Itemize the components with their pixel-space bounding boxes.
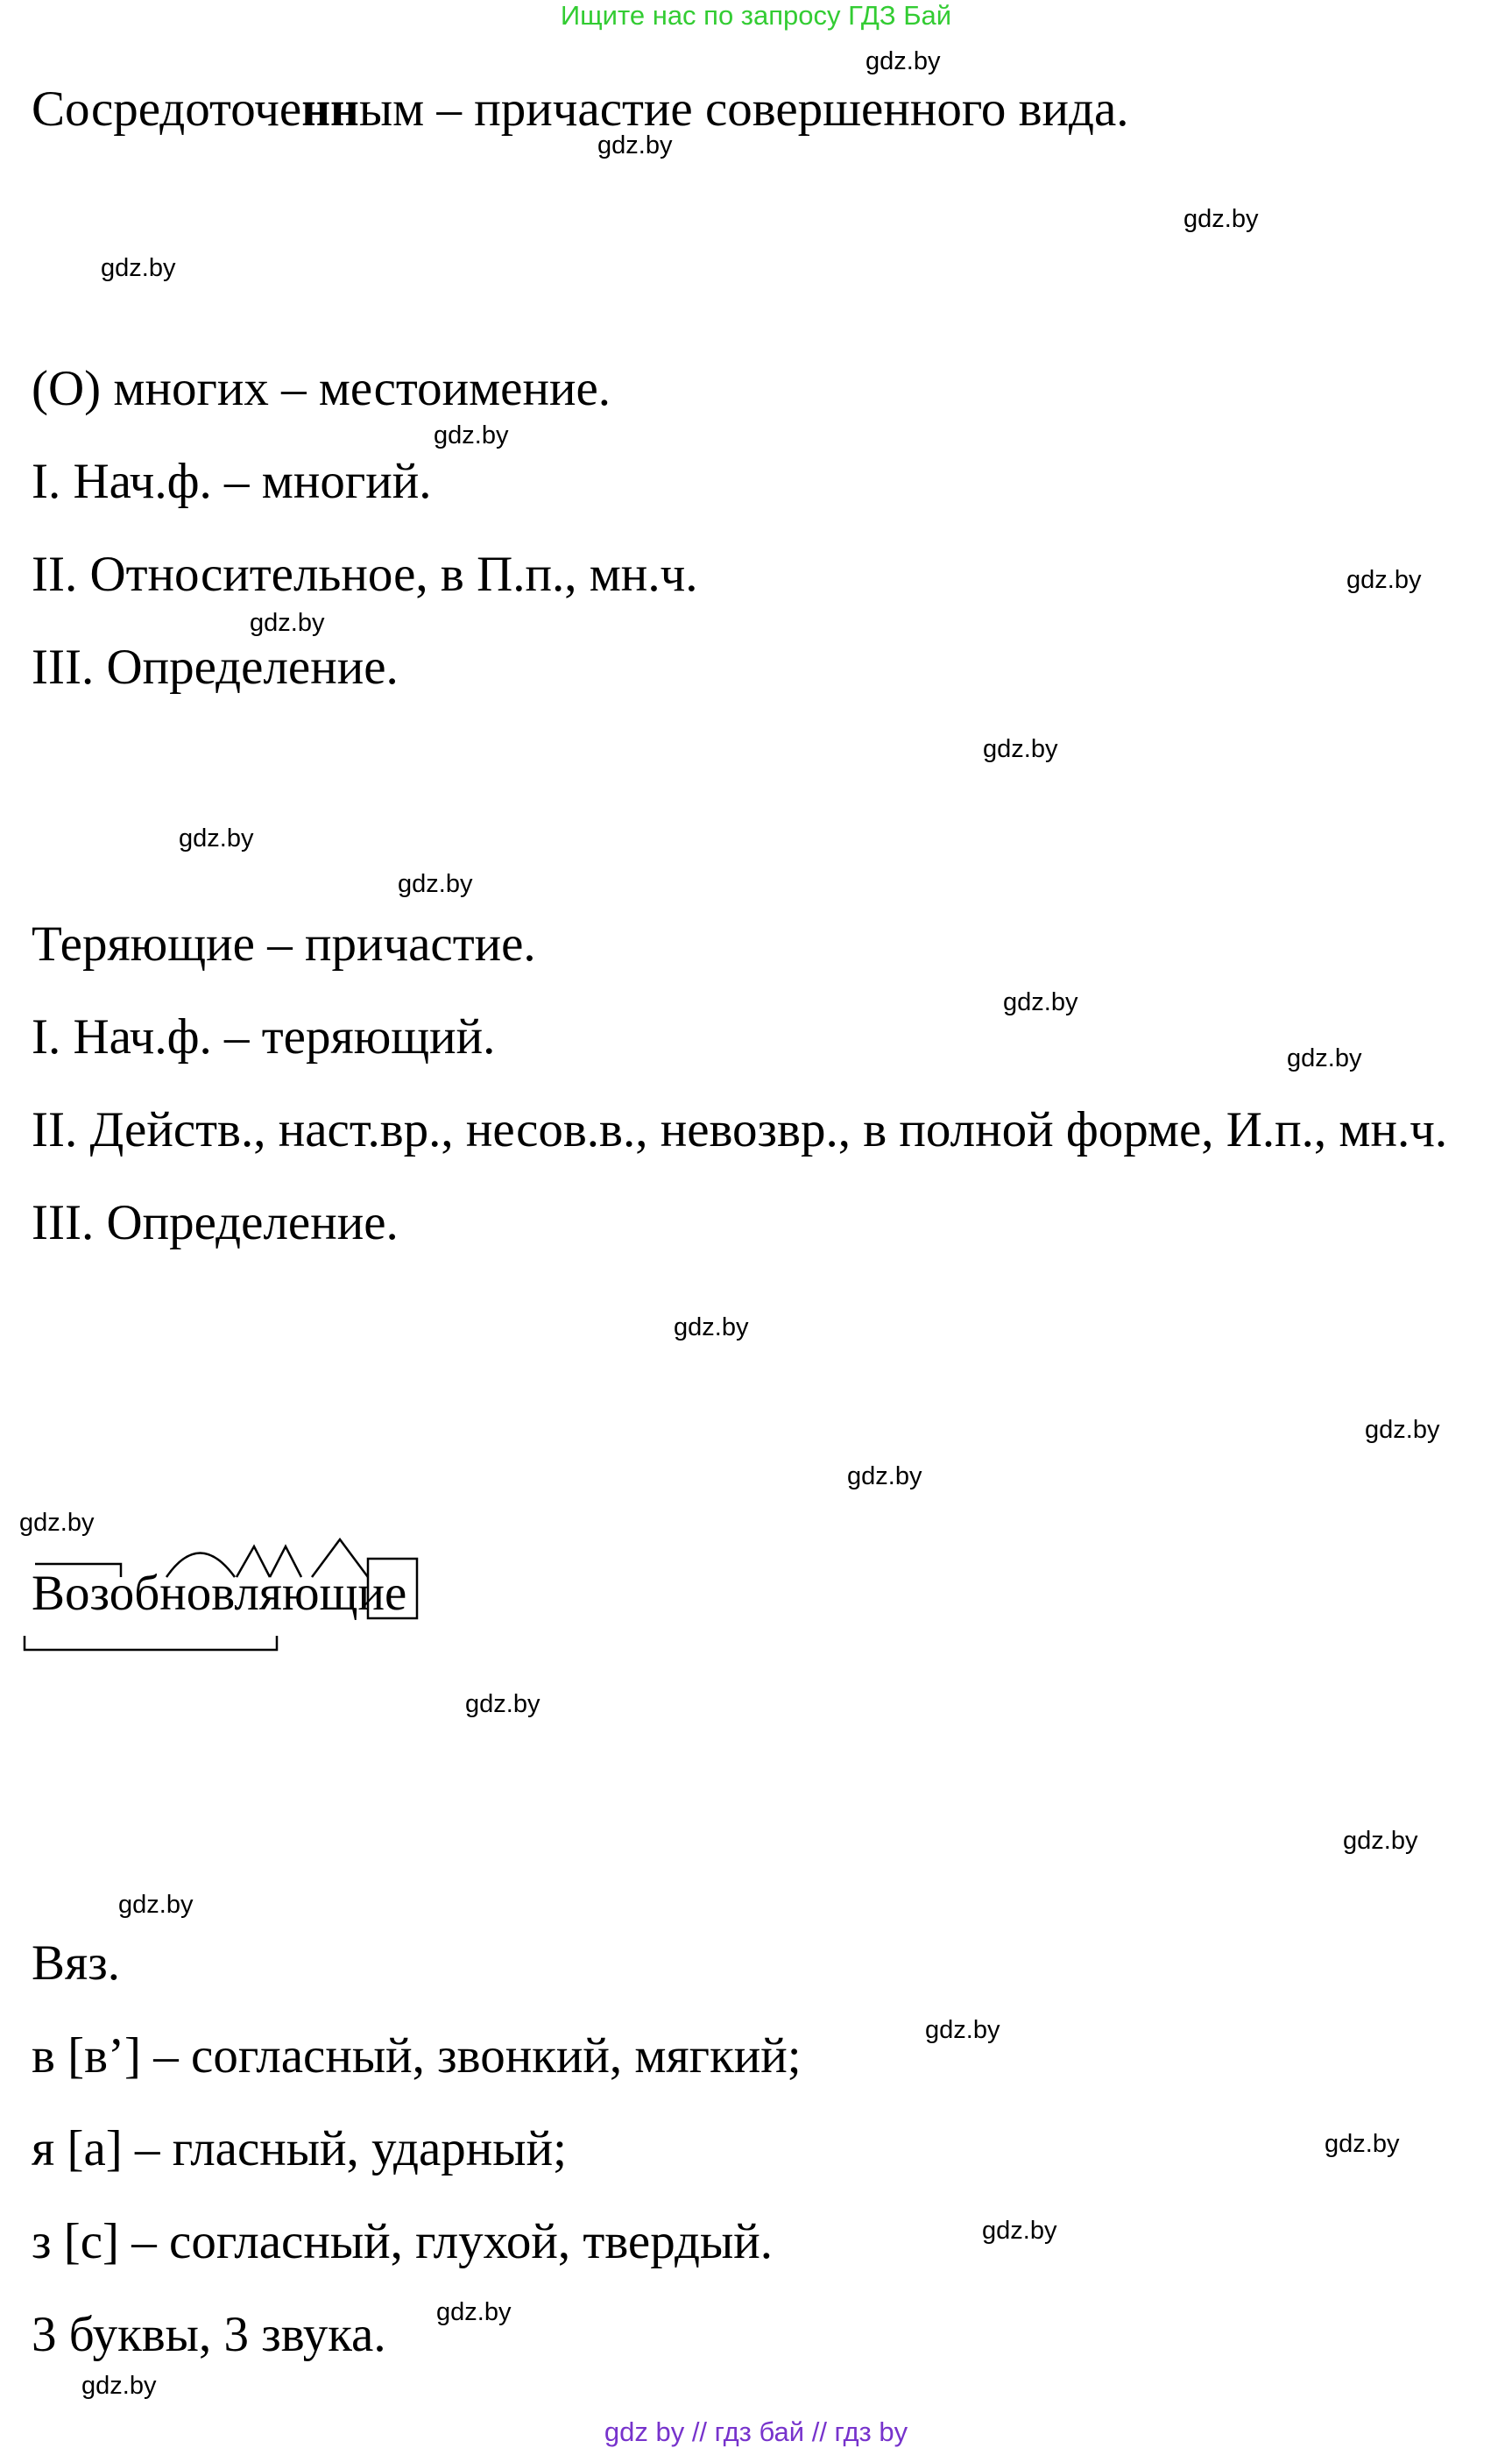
vyaz-item: в [в’] – согласный, звонкий, мягкий; [32, 2028, 802, 2084]
teryayushchie-item: I. Нач.ф. – теряющий. [32, 1009, 496, 1065]
morphemic-ending: е [385, 1566, 407, 1621]
watermark: gdz.by [19, 1509, 95, 1537]
watermark: gdz.by [982, 2217, 1057, 2245]
mnogikh-item: II. Относительное, в П.п., мн.ч. [32, 547, 698, 602]
watermark: gdz.by [118, 1891, 194, 1919]
top-banner: Ищите нас по запросу ГДЗ Бай [560, 0, 952, 31]
watermark: gdz.by [101, 254, 176, 282]
mnogikh-title: (О) многих – местоимение. [32, 361, 611, 416]
teryayushchie-title: Теряющие – причастие. [32, 916, 536, 972]
ending-box [368, 1559, 417, 1618]
vyaz-item: з [с] – согласный, глухой, твердый. [32, 2214, 774, 2269]
watermark: gdz.by [1365, 1416, 1440, 1444]
watermark: gdz.by [983, 735, 1058, 763]
watermark: gdz.by [1325, 2130, 1400, 2158]
watermark: gdz.by [1003, 988, 1078, 1016]
morphemic-diagram [18, 1538, 438, 1660]
watermark: gdz.by [674, 1313, 749, 1341]
teryayushchie-item: III. Определение. [32, 1195, 399, 1250]
vyaz-title: Вяз. [32, 1935, 121, 1991]
participle-statement [32, 81, 1129, 137]
watermark: gdz.by [1343, 1827, 1418, 1855]
mnogikh-item: III. Определение. [32, 640, 399, 695]
suffix-mark [270, 1546, 301, 1577]
suffix-mark [237, 1546, 270, 1577]
watermark: gdz.by [1183, 205, 1259, 233]
watermark: gdz.by [398, 870, 473, 898]
suffix-mark [312, 1539, 368, 1577]
mnogikh-item: I. Нач.ф. – многий. [32, 454, 432, 509]
watermark: gdz.by [925, 2016, 1000, 2044]
vyaz-item: 3 буквы, 3 звука. [32, 2307, 386, 2362]
watermark: gdz.by [436, 2298, 512, 2326]
footer-links: gdz by // гдз бай // гдз by [604, 2416, 908, 2447]
watermark: gdz.by [179, 824, 254, 853]
watermark: gdz.by [81, 2372, 157, 2400]
watermark: gdz.by [597, 131, 673, 159]
vyaz-item: я [а] – гласный, ударный; [32, 2121, 567, 2176]
watermark: gdz.by [434, 421, 509, 449]
watermark: gdz.by [847, 1462, 922, 1490]
watermark: gdz.by [866, 47, 941, 75]
prefix-mark [35, 1564, 121, 1577]
stem-bracket [25, 1636, 277, 1650]
morphemic-stem: Возобновляющи [32, 1566, 385, 1621]
watermark: gdz.by [465, 1690, 541, 1718]
teryayushchie-item: II. Действ., наст.вр., несов.в., невозвр., в полной форме, И.п., мн.ч. [32, 1102, 1448, 1157]
watermark: gdz.by [1287, 1044, 1362, 1072]
watermark: gdz.by [250, 609, 325, 637]
word-suffix: ым – причастие совершенного вида. [358, 81, 1129, 137]
watermark: gdz.by [1346, 566, 1422, 594]
double-n-highlight: нн [301, 81, 359, 137]
word-prefix: Сосредоточе [32, 81, 302, 137]
root-arc [166, 1553, 235, 1578]
